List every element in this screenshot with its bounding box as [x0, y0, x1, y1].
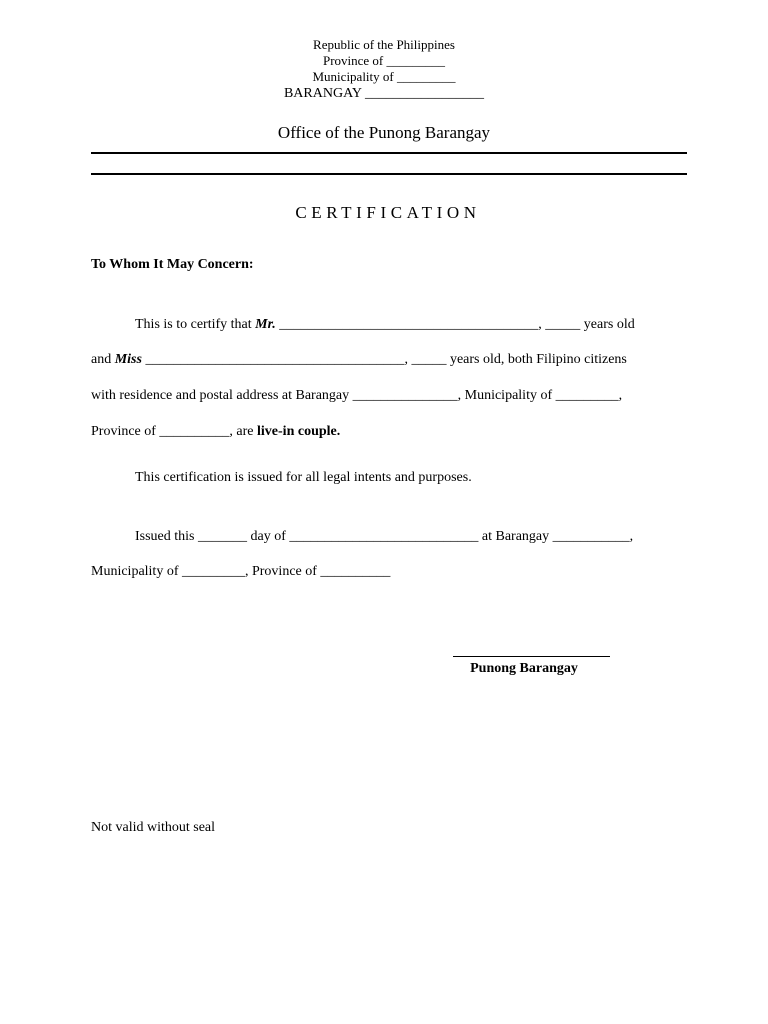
header-rule-top: [91, 152, 687, 154]
paragraph1-line4-pre: Province of __________, are: [91, 424, 258, 439]
signature-line: [453, 656, 610, 657]
salutation: To Whom It May Concern:: [91, 257, 254, 272]
issued-line2: Municipality of _________, Province of __________: [91, 564, 391, 579]
office-title: Office of the Punong Barangay: [277, 123, 491, 142]
header-rule-bottom: [91, 173, 687, 175]
paragraph1-line2-pre: and: [91, 352, 115, 367]
mr-label: Mr.: [255, 317, 276, 332]
issued-line1: Issued this _______ day of ___________________________ at Barangay ___________,: [135, 529, 634, 544]
footer-note: Not valid without seal: [91, 820, 216, 835]
paragraph1-line3: with residence and postal address at Barangay _______________, Municipality of _________,: [91, 388, 623, 403]
header-barangay: BARANGAY _________________: [283, 86, 485, 101]
live-in-couple-text: live-in couple.: [257, 424, 341, 439]
header-republic: Republic of the Philippines: [313, 37, 455, 52]
miss-label: Miss: [114, 352, 142, 367]
signature-label: Punong Barangay: [470, 661, 578, 676]
paragraph1-line2-post: _____________________________________, _____ years old, both Filipino citizens: [141, 352, 627, 367]
purpose-statement: This certification is issued for all legal intents and purposes.: [135, 470, 472, 485]
document-title: CERTIFICATION: [295, 203, 481, 222]
paragraph1-line1: [135, 317, 635, 333]
header-municipality: Municipality of _________: [312, 69, 456, 84]
paragraph1-line1-post: _____________________________________, _____ years old: [275, 317, 635, 332]
paragraph1-line4: [91, 424, 340, 440]
paragraph1-line2: [91, 352, 627, 368]
paragraph1-line1-pre: This is to certify that: [135, 317, 256, 332]
header-province: Province of _________: [322, 53, 446, 68]
